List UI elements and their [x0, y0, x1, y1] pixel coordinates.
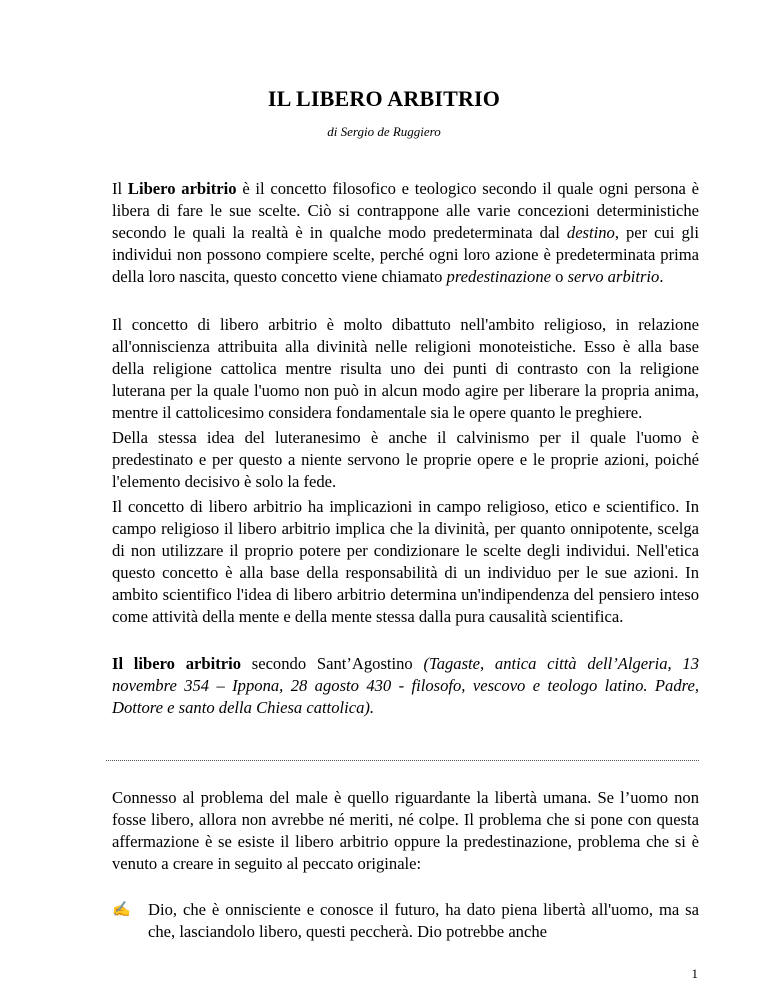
paragraph-intro-text3: o: [551, 267, 568, 286]
term-libero-arbitrio: Libero arbitrio: [127, 179, 237, 198]
paragraph-intro-text1: è il concetto filosofico e teologico secondo il quale ogni persona è libera di fare le sue scelte. Ciò si contrappone alle varie concezioni deterministiche secondo le quali la realtà è in qualche modo predeterminata dal: [112, 179, 699, 242]
paragraph-calvinism: Della stessa idea del luteranesimo è anche il calvinismo per il quale l'uomo è predestinato e per questo a niente servono le proprie opere e le proprie azioni, poiché l'elemento decisivo è solo la fede.: [112, 428, 699, 491]
paragraph-agostino: [112, 653, 699, 719]
agostino-biography: (Tagaste, antica città dell’Algeria, 13 novembre 354 – Ippona, 28 agosto 430 - filosofo, vescovo e teologo latino. Padre, Dottore e santo della Chiesa cattolica).: [112, 654, 699, 717]
page-title: IL LIBERO ARBITRIO: [267, 86, 501, 111]
term-il-libero-arbitrio: Il libero arbitrio: [112, 654, 242, 673]
section-divider: [106, 760, 699, 761]
bullet-item-text: Dio, che è onnisciente e conosce il futuro, ha dato piena libertà all'uomo, ma sa che, lasciandolo libero, questi peccherà. Dio potrebbe anche: [148, 900, 699, 941]
paragraph-problem-of-evil: Connesso al problema del male è quello riguardante la libertà umana. Se l’uomo non fosse libero, allora non avrebbe né meriti, né colpe. Il problema che si pone con questa affermazione è se esiste il libero arbitrio oppure la predestinazione, problema che si è venuto a creare in seguito al peccato originale:: [112, 788, 699, 873]
term-servo-arbitrio: servo arbitrio: [567, 267, 660, 286]
paragraph-agostino-text: secondo Sant’Agostino: [241, 654, 424, 673]
author-byline: di Sergio de Ruggiero: [327, 124, 441, 139]
paragraph-intro-text2: , per cui gli individui non possono compiere scelte, perché ogni loro azione è predeterminata prima della loro nascita, questo concetto viene chiamato: [112, 223, 699, 286]
paragraph-intro-prefix: Il: [112, 179, 128, 198]
paragraph-intro: [112, 178, 699, 288]
paragraph-religion: Il concetto di libero arbitrio è molto dibattuto nell'ambito religioso, in relazione all'onniscienza attribuita alla divinità nelle religioni monoteistiche. Esso è alla base della religione cattolica mentre risulta uno dei punti di contrasto con la religione luterana per la quale l'uomo non può in alcun modo agire per liberare la propria anima, mentre il cattolicesimo considera fondamentale sia le opere quanto le preghiere.: [112, 315, 699, 422]
bullet-item: [112, 899, 699, 943]
paragraph-implications: Il concetto di libero arbitrio ha implicazioni in campo religioso, etico e scientifico. In campo religioso il libero arbitrio implica che la divinità, per quanto onnipotente, scelga di non utilizzare il proprio potere per condizionare le scelte degli individui. Nell'etica questo concetto è alla base della responsabilità di un individuo per le sue azioni. In ambito scientifico l'idea di libero arbitrio determina un'indipendenza del pensiero inteso come attività della mente e della mente stessa dalla pura causalità scientifica.: [112, 497, 699, 626]
writing-hand-icon: ✍: [112, 902, 131, 918]
term-destino: destino: [566, 223, 615, 242]
paragraph-intro-text4: .: [659, 267, 664, 286]
page-number: 1: [691, 966, 698, 981]
term-predestinazione: predestinazione: [446, 267, 551, 286]
